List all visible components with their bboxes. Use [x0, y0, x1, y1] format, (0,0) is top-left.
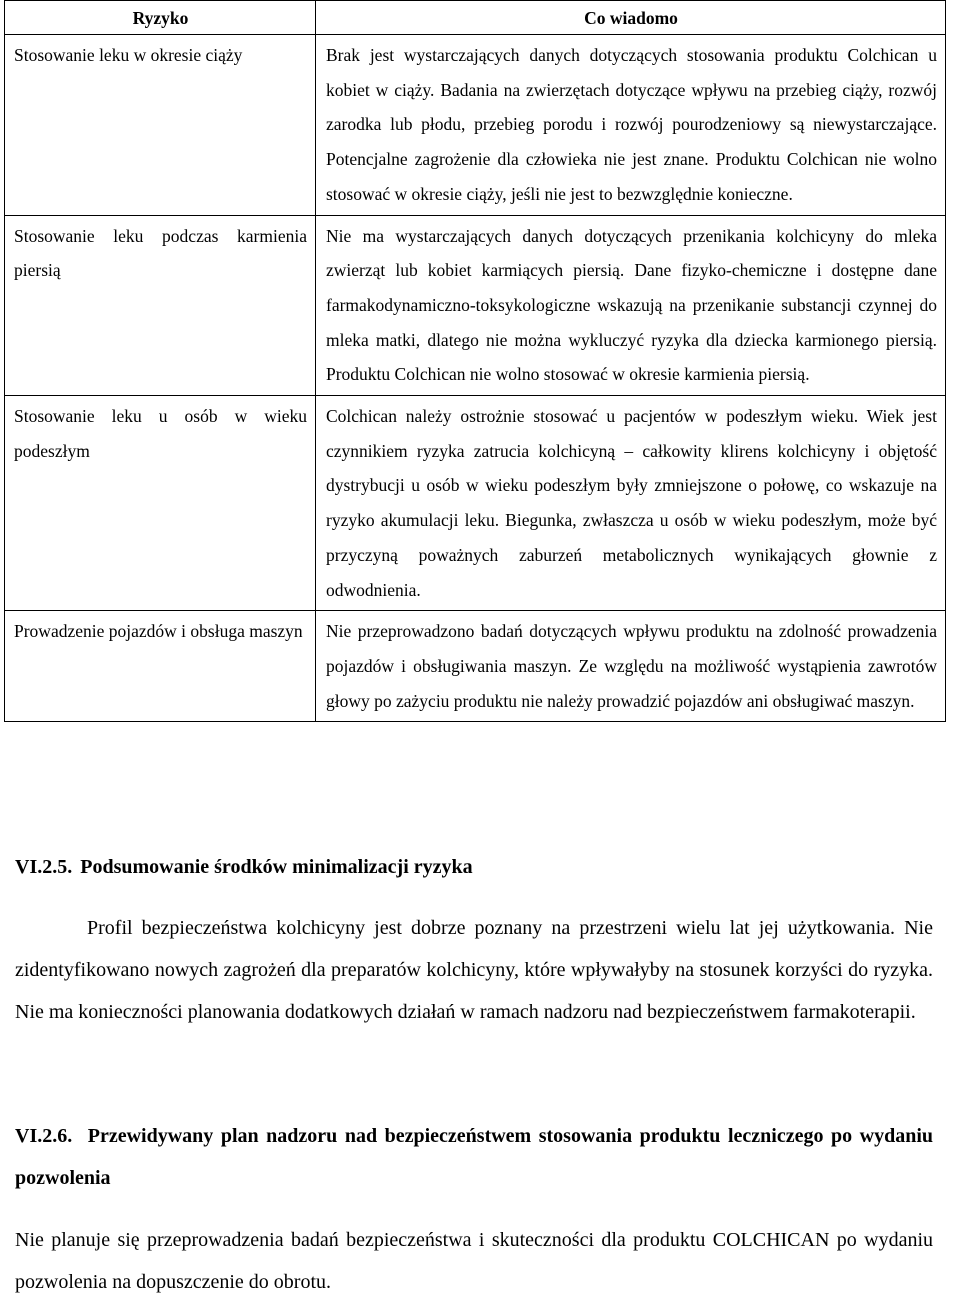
risk-cell: Stosowanie leku w okresie ciąży — [5, 35, 316, 216]
section-number: VI.2.5. — [15, 856, 73, 878]
section-title: Przewidywany plan nadzoru nad bezpieczeństwem stosowania produktu leczniczego po wydaniu pozwolenia — [15, 1125, 933, 1189]
table-header-row — [5, 1, 946, 35]
section-heading-vi26 — [3, 1115, 933, 1199]
table-row — [5, 35, 946, 216]
header-risk: Ryzyko — [5, 1, 316, 35]
risk-cell: Prowadzenie pojazdów i obsługa maszyn — [5, 611, 316, 722]
section-number: VI.2.6. — [15, 1125, 73, 1147]
table-row — [5, 611, 946, 722]
table-row — [5, 215, 946, 396]
known-cell: Colchican należy ostrożnie stosować u pacjentów w podeszłym wieku. Wiek jest czynnikiem ryzyka zatrucia kolchicyną – całkowity klirens kolchicyny i objętość dystrybucji u osób w wieku podeszłym były zmniejszone o połowę, co wskazuje na ryzyko akumulacji leku. Biegunka, zwłaszcza u osób w wieku podeszłym, może być przyczyną poważnych zaburzeń metabolicznych wynikających głownie z odwodnienia. — [316, 396, 946, 611]
section-paragraph-vi26: Nie planuje się przeprowadzenia badań bezpieczeństwa i skuteczności dla produktu COLCHICAN po wydaniu pozwolenia na dopuszczenie do obrotu. — [15, 1229, 933, 1293]
section-heading-vi25 — [3, 846, 945, 888]
section-title: Podsumowanie środków minimalizacji ryzyka — [80, 856, 473, 878]
risk-table — [4, 0, 946, 722]
known-cell: Nie przeprowadzono badań dotyczących wpływu produktu na zdolność prowadzenia pojazdów i obsługiwania maszyn. Ze względu na możliwość wystąpienia zawrotów głowy po zażyciu produktu nie należy prowadzić pojazdów ani obsługiwać maszyn. — [316, 611, 946, 722]
header-known: Co wiadomo — [316, 1, 946, 35]
section-paragraph-vi25: Profil bezpieczeństwa kolchicyny jest dobrze poznany na przestrzeni wielu lat jej użytkowania. Nie zidentyfikowano nowych zagrożeń dla preparatów kolchicyny, które wpływałyby na stosunek korzyści do ryzyka. Nie ma konieczności planowania dodatkowych działań w ramach nadzoru nad bezpieczeństwem farmakoterapii. — [15, 917, 933, 1023]
table-row — [5, 396, 946, 611]
known-cell: Nie ma wystarczających danych dotyczących przenikania kolchicyny do mleka zwierząt lub kobiet karmiących piersią. Dane fizyko-chemiczne i dostępne dane farmakodynamiczno-toksykologiczne wskazują na przenikanie substancji czynnej do mleka matki, dlatego nie można wykluczyć ryzyka dla dziecka karmionego piersią. Produktu Colchican nie wolno stosować w okresie karmienia piersią. — [316, 215, 946, 396]
risk-cell: Stosowanie leku u osób w wieku podeszłym — [5, 396, 316, 611]
known-cell: Brak jest wystarczających danych dotyczących stosowania produktu Colchican u kobiet w ciąży. Badania na zwierzętach dotyczące wpływu na przebieg ciąży, rozwój zarodka lub płodu, przebieg porodu i rozwój pourodzeniowy są niewystarczające. Potencjalne zagrożenie dla człowieka nie jest znane. Produktu Colchican nie wolno stosować w okresie ciąży, jeśli nie jest to bezwzględnie konieczne. — [316, 35, 946, 216]
document-page — [3, 0, 953, 1293]
risk-cell: Stosowanie leku podczas karmienia piersią — [5, 215, 316, 396]
